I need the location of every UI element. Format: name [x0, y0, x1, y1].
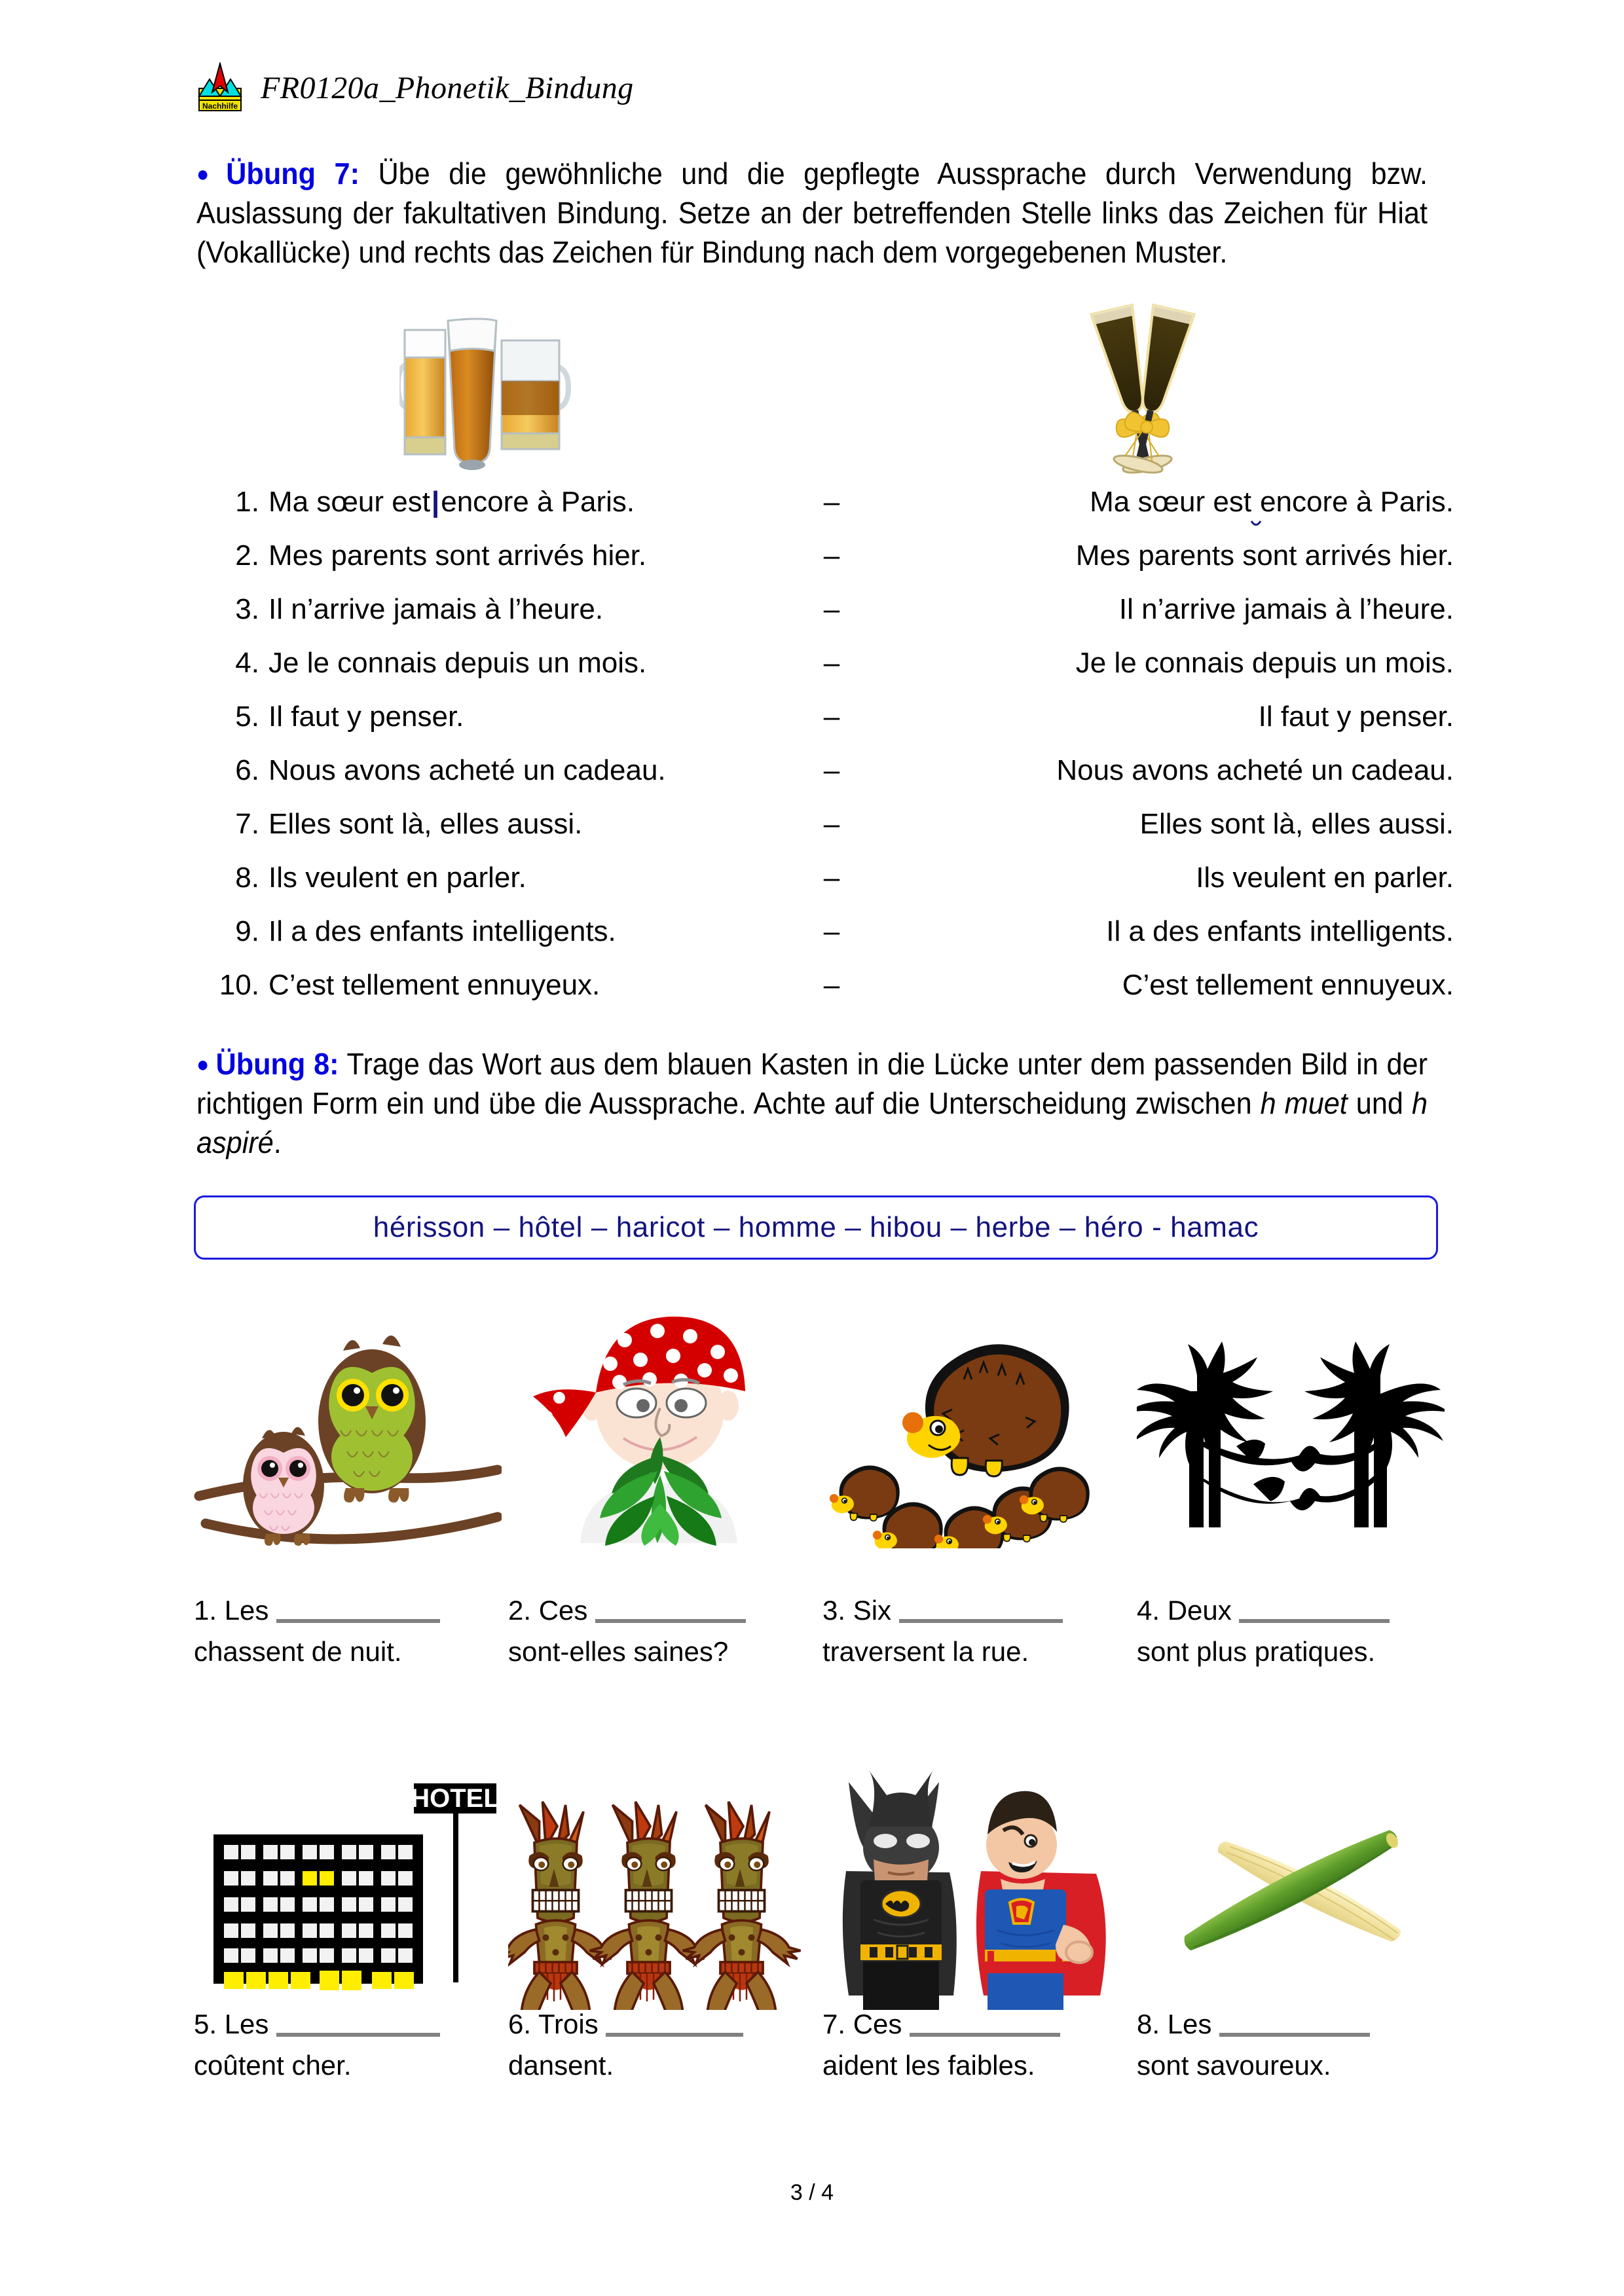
- fill-in-label: [194, 1590, 508, 1672]
- label-predicate: traversent la rue.: [822, 1636, 1029, 1667]
- green-beans-image: [1137, 1761, 1445, 2010]
- sentence-plain-part-a: Ma sœur est: [268, 486, 430, 518]
- item-number: 1.: [235, 486, 259, 518]
- fill-in-label: [508, 2003, 822, 2086]
- fill-in-label: [508, 1590, 822, 1672]
- item-number: 2.: [508, 1595, 532, 1626]
- answer-blank[interactable]: [595, 1592, 746, 1623]
- exercise7-row: [196, 701, 1454, 754]
- exercise8-image-row-1: [194, 1300, 1445, 1548]
- instruction-period: .: [273, 1125, 282, 1159]
- exercise7-row: [196, 647, 1454, 701]
- item-number: 7.: [822, 2009, 846, 2039]
- page-number: 3 / 4: [790, 2180, 834, 2205]
- label-determiner: Les: [224, 2009, 269, 2039]
- answer-blank[interactable]: [606, 2005, 743, 2037]
- exercise7-row: [196, 593, 1454, 647]
- item-number: 3.: [822, 1595, 846, 1626]
- row-separator: –: [823, 862, 840, 894]
- sentence-plain: Je le connais depuis un mois.: [268, 647, 647, 679]
- hiat-mark-icon: |: [431, 486, 440, 518]
- exercise7-row: [196, 915, 1454, 969]
- item-number: 10.: [219, 969, 259, 1001]
- answer-blank[interactable]: [899, 1592, 1063, 1623]
- term-h-muet: h muet: [1260, 1085, 1348, 1120]
- item-number: 3.: [235, 593, 259, 625]
- fill-in-label: [822, 1590, 1137, 1672]
- sentence-plain: Ils veulent en parler.: [268, 862, 526, 894]
- fill-in-label: [194, 2003, 508, 2086]
- exercise7-image-row: [196, 296, 1441, 486]
- fill-in-label: [1137, 1590, 1451, 1672]
- page-footer: [0, 2180, 1624, 2206]
- exercise8-instruction: [196, 1045, 1428, 1162]
- sentence-plain: Il n’arrive jamais à l’heure.: [268, 593, 604, 625]
- sentence-plain: [268, 486, 766, 519]
- owls-image: [194, 1300, 502, 1548]
- exercise8-label-row-2: [194, 2003, 1451, 2086]
- answer-blank[interactable]: [276, 1592, 440, 1623]
- item-number: 5.: [194, 2009, 217, 2039]
- label-predicate: dansent.: [508, 2050, 614, 2081]
- sentence-liaison: Il a des enfants intelligents.: [1106, 915, 1454, 947]
- item-number: 6.: [235, 754, 259, 786]
- exercise8-label-row-1: [194, 1590, 1451, 1672]
- item-number: 6.: [508, 2009, 532, 2039]
- row-separator: –: [823, 486, 840, 518]
- sentence-liaison: [897, 486, 1454, 519]
- exercise7-row: [196, 862, 1454, 915]
- hedgehogs-image: [822, 1300, 1130, 1548]
- bullet-icon: ●: [196, 1051, 210, 1077]
- hammocks-image: [1137, 1300, 1445, 1548]
- answer-blank[interactable]: [910, 2005, 1060, 2037]
- sentence-plain: Il a des enfants intelligents.: [268, 915, 616, 947]
- item-number: 4.: [235, 647, 259, 679]
- row-separator: –: [823, 915, 840, 947]
- superheroes-image: [822, 1761, 1130, 2010]
- row-separator: –: [823, 701, 840, 733]
- exercise8-instruction-text: Trage das Wort aus dem blauen Kasten in die Lücke unter dem passenden Bild in der richtigen Form ein und übe die Aussprache. Achte auf die Unterscheidung zwischen: [196, 1047, 1428, 1120]
- answer-blank[interactable]: [276, 2005, 440, 2037]
- row-separator: –: [823, 647, 840, 679]
- label-predicate: sont savoureux.: [1137, 2050, 1331, 2081]
- item-number: 1.: [194, 1595, 217, 1626]
- item-number: 8.: [1137, 2009, 1160, 2039]
- row-separator: –: [823, 808, 840, 840]
- label-determiner: Les: [224, 1595, 269, 1626]
- answer-blank[interactable]: [1219, 2005, 1370, 2037]
- word-bank-text: hérisson – hôtel – haricot – homme – hibou – herbe – héro - hamac: [373, 1211, 1259, 1243]
- sentence-liaison: Il faut y penser.: [1258, 701, 1454, 733]
- svg-text:Nachhilfe: Nachhilfe: [202, 101, 238, 111]
- exercise7-instruction: [196, 155, 1428, 272]
- tiki-dancers-image: [508, 1761, 816, 2010]
- bullet-icon: ●: [196, 161, 220, 187]
- exercise7-row: [196, 808, 1454, 862]
- exercise7-instruction-text: Übe die gewöhnliche und die gepflegte Aussprache durch Verwendung bzw. Auslassung der fakultativen Bindung. Setze an der betreffenden Stelle links das Zeichen für Hiat (Vokallücke) und rechts das Zeichen für Bindung nach dem vorgegebenen Muster.: [196, 156, 1428, 269]
- label-determiner: Deux: [1167, 1595, 1232, 1626]
- answer-blank[interactable]: [1239, 1592, 1390, 1623]
- champagne-glasses-image: [1058, 296, 1228, 479]
- label-predicate: sont plus pratiques.: [1137, 1636, 1376, 1667]
- label-determiner: Six: [853, 1595, 892, 1626]
- herbs-image: [508, 1300, 816, 1548]
- exercise7-sentence-list: [196, 486, 1454, 1023]
- sentence-plain: Nous avons acheté un cadeau.: [268, 754, 666, 786]
- item-number: 2.: [235, 539, 259, 572]
- label-determiner: Trois: [538, 2009, 599, 2039]
- sentence-plain: Elles sont là, elles aussi.: [268, 808, 583, 840]
- sentence-liaison: Elles sont là, elles aussi.: [1139, 808, 1454, 840]
- row-separator: –: [823, 969, 840, 1001]
- item-number: 5.: [235, 701, 259, 733]
- label-predicate: aident les faibles.: [822, 2050, 1035, 2081]
- exercise8-label: Übung 8:: [215, 1047, 339, 1081]
- sentence-liaison: Mes parents sont arrivés hier.: [1075, 539, 1454, 572]
- label-determiner: Ces: [853, 2009, 902, 2039]
- sentence-plain-part-b: encore à Paris.: [441, 486, 635, 518]
- sentence-plain: Mes parents sont arrivés hier.: [268, 539, 647, 572]
- nachhilfe-logo-icon: [196, 62, 244, 113]
- sentence-liaison: C’est tellement ennuyeux.: [1122, 969, 1454, 1001]
- fill-in-label: [822, 2003, 1137, 2086]
- sentence-liaison: Il n’arrive jamais à l’heure.: [1118, 593, 1454, 625]
- label-determiner: Les: [1167, 2009, 1212, 2039]
- hotel-sign-text: HOTEL: [411, 1784, 500, 1813]
- exercise7-row: [196, 969, 1454, 1023]
- label-predicate: coûtent cher.: [194, 2050, 352, 2081]
- label-determiner: Ces: [538, 1595, 588, 1626]
- exercise7-row: [196, 486, 1454, 539]
- term-h-aspire: h aspiré: [196, 1085, 1428, 1159]
- item-number: 8.: [235, 862, 259, 894]
- item-number: 9.: [235, 915, 259, 947]
- row-separator: –: [823, 754, 840, 786]
- item-number: 7.: [235, 808, 259, 840]
- sentence-liaison: Ils veulent en parler.: [1196, 862, 1454, 894]
- label-predicate: chassent de nuit.: [194, 1636, 402, 1667]
- hotel-image: [194, 1761, 502, 2010]
- word-bank-box: [194, 1195, 1438, 1260]
- document-header: [196, 62, 634, 113]
- row-separator: –: [823, 593, 840, 625]
- exercise7-row: [196, 539, 1454, 593]
- sentence-liaison-part-b: encore à Paris.: [1260, 486, 1454, 518]
- item-number: 4.: [1137, 1595, 1160, 1626]
- exercise7-row: [196, 754, 1454, 808]
- sentence-liaison: Nous avons acheté un cadeau.: [1056, 754, 1454, 786]
- sentence-plain: C’est tellement ennuyeux.: [268, 969, 600, 1001]
- sentence-plain: Il faut y penser.: [268, 701, 464, 733]
- sentence-liaison: Je le connais depuis un mois.: [1075, 647, 1454, 679]
- exercise7-label: Übung 7:: [226, 156, 360, 191]
- label-predicate: sont-elles saines?: [508, 1636, 729, 1667]
- sentence-liaison-part-a: Ma sœur est: [1090, 486, 1252, 518]
- exercise8-image-row-2: [194, 1761, 1445, 2010]
- instruction-conjunction: und: [1347, 1085, 1412, 1120]
- document-title: FR0120a_Phonetik_Bindung: [261, 70, 634, 105]
- beer-mugs-image: [399, 302, 589, 479]
- row-separator: –: [823, 539, 840, 572]
- fill-in-label: [1137, 2003, 1451, 2086]
